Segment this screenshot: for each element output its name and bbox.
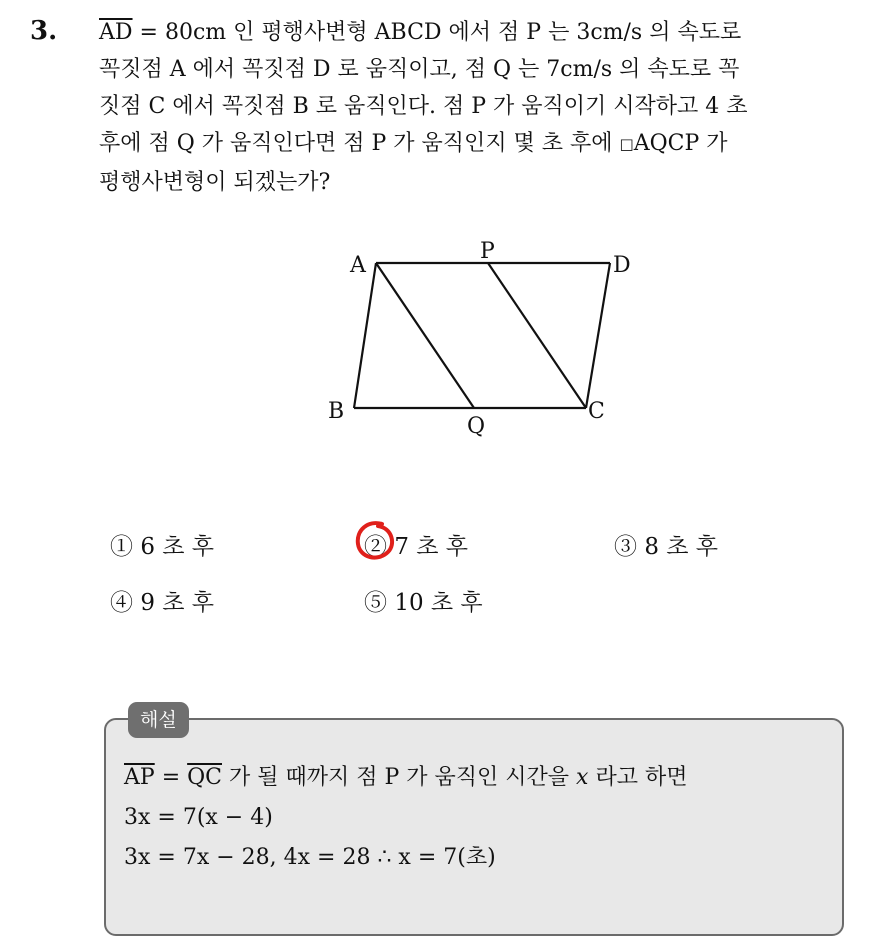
choice-4[interactable]: [110, 584, 214, 617]
side-dc: [586, 263, 610, 408]
parallelogram-figure: [320, 232, 650, 452]
solution-tag: 해설: [128, 702, 189, 738]
choice-1-num: ①: [110, 534, 133, 560]
square-symbol: □: [619, 135, 634, 153]
label-a: A: [350, 253, 366, 278]
label-d: D: [613, 253, 631, 278]
parallelogram-diagram: [320, 232, 650, 452]
choice-4-num: ④: [110, 590, 133, 616]
segment-qc: $\overline{QC}$: [187, 765, 222, 790]
segment-ap: $\overline{AP}$: [124, 765, 155, 790]
choice-1[interactable]: [110, 528, 214, 561]
segment-ad: $\overline{AD}$: [99, 20, 133, 45]
choice-3[interactable]: [614, 528, 718, 561]
choice-5[interactable]: [364, 584, 483, 617]
label-c: C: [588, 399, 605, 424]
question-line-5: 평행사변형이 되겠는가?: [99, 170, 331, 195]
choice-1-text: 6 초 후: [140, 534, 215, 560]
solution-line-2: 3x = 7(x − 4): [124, 805, 273, 830]
choice-2-text: 7 초 후: [394, 534, 469, 560]
solution-line-1: $\overline{AP} = \overline{QC}$ 가 될 때까지 점 P 가 움직인 시간을 x 라고 하면: [124, 765, 688, 790]
question-line-1: $\overline{AD} = 80cm$ 인 평행사변형 ABCD 에서 점 P 는 3cm/s 의 속도로: [99, 20, 742, 45]
choice-5-num: ⑤: [364, 590, 387, 616]
question-line-4: 후에 점 Q 가 움직인다면 점 P 가 움직인지 몇 초 후에 □AQCP 가: [99, 131, 728, 156]
segment-pc: [488, 263, 586, 408]
choice-3-text: 8 초 후: [644, 534, 719, 560]
choice-4-text: 9 초 후: [140, 590, 215, 616]
side-ab: [354, 263, 376, 408]
answer-circle-mark-icon: [352, 518, 398, 564]
question-line-2: 꼭짓점 A 에서 꼭짓점 D 로 움직이고, 점 Q 는 7cm/s 의 속도로 꼭: [99, 57, 740, 82]
question-text: [99, 14, 867, 201]
label-p: P: [480, 239, 495, 264]
label-b: B: [328, 399, 345, 424]
variable-x: x: [576, 765, 589, 790]
segment-aq: [376, 263, 474, 408]
label-q: Q: [467, 414, 486, 439]
choice-3-num: ③: [614, 534, 637, 560]
solution-line-3: 3x = 7x − 28, 4x = 28 ∴ x = 7(초): [124, 845, 496, 870]
choice-2-num: ②: [364, 534, 387, 560]
choice-5-text: 10 초 후: [394, 590, 483, 616]
question-number: 3.: [30, 16, 58, 46]
solution-text: [124, 758, 687, 878]
question-line-3: 짓점 C 에서 꼭짓점 B 로 움직인다. 점 P 가 움직이기 시작하고 4 초: [99, 94, 748, 119]
